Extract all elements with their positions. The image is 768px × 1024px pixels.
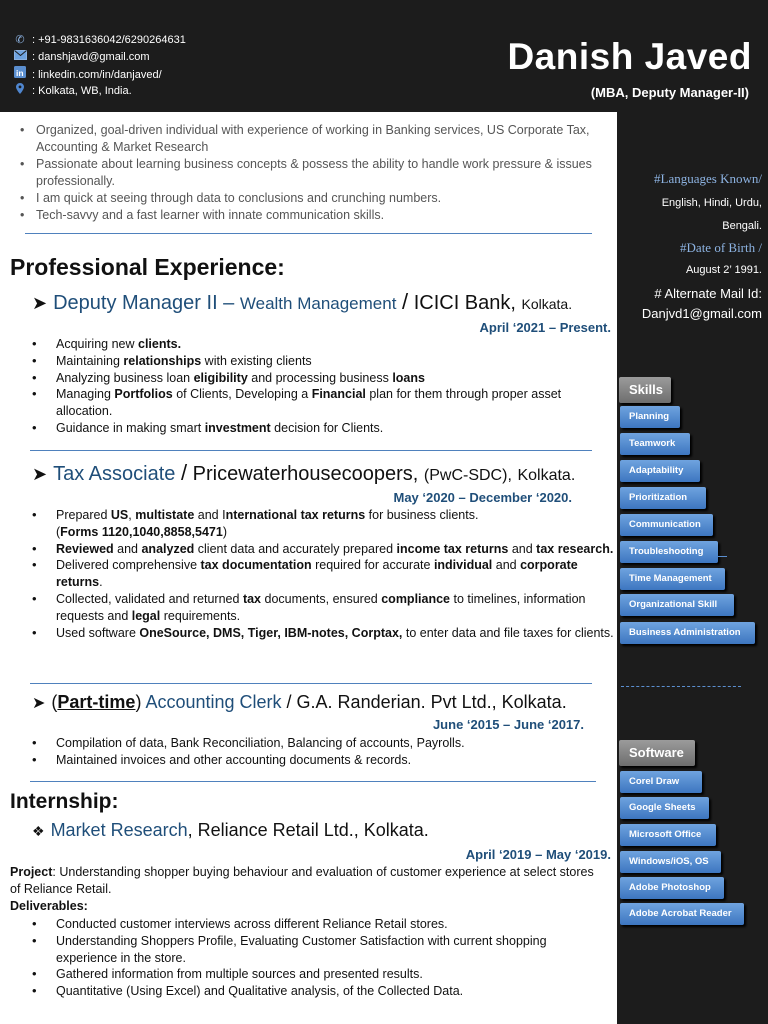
header-bar bbox=[0, 0, 768, 112]
divider-tick bbox=[718, 556, 727, 557]
job-date: April ‘2021 – Present. bbox=[479, 320, 611, 335]
job-title-randerian: ➤ (Part-time) Accounting Clerk / G.A. Randerian. Pvt Ltd., Kolkata. bbox=[32, 692, 567, 712]
linkedin-text[interactable]: : linkedin.com/in/danjaved/ bbox=[32, 69, 162, 81]
divider bbox=[30, 450, 592, 451]
deliverables-heading: Deliverables: bbox=[10, 899, 88, 913]
skill-item: Communication bbox=[620, 514, 713, 536]
skill-item: Time Management bbox=[620, 568, 725, 590]
list-item: • Prepared US, multistate and International tax returns for business clients. (Forms 1120,1040,8858,5471) bbox=[30, 507, 614, 541]
sidebar-divider bbox=[621, 686, 741, 687]
alt-mail-label: # Alternate Mail Id: bbox=[654, 286, 762, 301]
list-item: • Used software OneSource, DMS, Tiger, IBM-notes, Corptax, to enter data and file taxes for clients. bbox=[30, 625, 614, 642]
email-icon bbox=[12, 49, 28, 65]
diamond-bullet-icon: ❖ bbox=[32, 823, 45, 839]
job-title-icici: ➤ Deputy Manager II – Wealth Management / ICICI Bank, Kolkata. bbox=[32, 289, 573, 314]
list-item: • Quantitative (Using Excel) and Qualitative analysis, of the Collected Data. bbox=[30, 983, 605, 1000]
summary-item: • Tech-savvy and a fast learner with innate communication skills. bbox=[20, 207, 605, 224]
project-description: Project: Understanding shopper buying behaviour and evaluation of customer experience at select stores of Reliance Retail. bbox=[10, 865, 594, 896]
software-tab: Software bbox=[619, 740, 695, 766]
summary-list bbox=[20, 122, 605, 224]
summary-item: • Organized, goal-driven individual with experience of working in Banking services, US Corporate Tax, Accounting & Market Research bbox=[20, 122, 605, 156]
dob-value: August 2’ 1991. bbox=[685, 264, 762, 276]
job-title-pwc: ➤ Tax Associate / Pricewaterhousecoopers, (PwC-SDC), Kolkata. bbox=[32, 460, 576, 485]
location-pin-icon bbox=[12, 83, 28, 99]
internship-title: ❖ Market Research, Reliance Retail Ltd., Kolkata. bbox=[32, 820, 429, 840]
dob-heading: #Date of Birth / bbox=[680, 240, 762, 255]
list-item: • Guidance in making smart investment decision for Clients. bbox=[30, 420, 610, 437]
divider bbox=[25, 233, 592, 234]
internship-date: April ‘2019 – May ‘2019. bbox=[465, 847, 611, 862]
internship-heading: Internship: bbox=[10, 790, 119, 813]
location-text: : Kolkata, WB, India. bbox=[32, 85, 132, 97]
skill-item: Planning bbox=[620, 406, 680, 428]
arrow-bullet-icon: ➤ bbox=[32, 293, 48, 313]
location-line bbox=[12, 83, 132, 99]
list-item: • Maintaining relationships with existing clients bbox=[30, 353, 610, 370]
skill-item: Adaptability bbox=[620, 460, 700, 482]
languages-heading: #Languages Known/ bbox=[654, 171, 762, 186]
software-item: Corel Draw bbox=[620, 771, 702, 793]
list-item: • Conducted customer interviews across different Reliance Retail stores. bbox=[30, 916, 605, 933]
list-item: • Collected, validated and returned tax documents, ensured compliance to timelines, information requests and legal requirements. bbox=[30, 591, 614, 625]
languages-line-2: Bengali. bbox=[722, 220, 762, 232]
divider bbox=[30, 683, 592, 684]
arrow-bullet-icon: ➤ bbox=[32, 695, 46, 712]
phone-text: : +91-9831636042/6290264631 bbox=[32, 34, 186, 46]
svg-text:in: in bbox=[16, 68, 24, 78]
languages-line-1: English, Hindi, Urdu, bbox=[661, 197, 762, 209]
divider bbox=[30, 781, 596, 782]
list-item: • Acquiring new clients. bbox=[30, 336, 610, 353]
list-item: • Compilation of data, Bank Reconciliation, Balancing of accounts, Payrolls. bbox=[30, 735, 610, 752]
job-date: June ‘2015 – June ‘2017. bbox=[432, 717, 584, 732]
list-item: • Analyzing business loan eligibility and processing business loans bbox=[30, 370, 610, 387]
software-item: Adobe Acrobat Reader bbox=[620, 903, 744, 925]
software-item: Google Sheets bbox=[620, 797, 709, 819]
email-line bbox=[12, 49, 150, 65]
skill-item: Business Administration bbox=[620, 622, 755, 644]
skills-tab: Skills bbox=[619, 377, 671, 403]
summary-item: • Passionate about learning business concepts & possess the ability to handle work pressure & issues professionally. bbox=[20, 156, 605, 190]
skill-item: Troubleshooting bbox=[620, 541, 718, 563]
software-item: Adobe Photoshop bbox=[620, 877, 724, 899]
alt-mail-value[interactable]: Danjvd1@gmail.com bbox=[641, 306, 762, 321]
list-item: • Understanding Shoppers Profile, Evaluating Customer Satisfaction with current shopping experience in the store. bbox=[30, 933, 605, 967]
job-duties-randerian bbox=[30, 735, 610, 769]
candidate-name: Danish Javed bbox=[507, 36, 752, 77]
list-item: • Delivered comprehensive tax documentation required for accurate individual and corporate returns. bbox=[30, 557, 614, 591]
arrow-bullet-icon: ➤ bbox=[32, 464, 48, 484]
linkedin-line bbox=[12, 66, 162, 82]
list-item: • Reviewed and analyzed client data and accurately prepared income tax returns and tax research. bbox=[30, 541, 614, 558]
skill-item: Organizational Skill bbox=[620, 594, 734, 616]
job-date: May ‘2020 – December ‘2020. bbox=[393, 490, 572, 505]
linkedin-icon bbox=[12, 66, 28, 83]
skill-item: Teamwork bbox=[620, 433, 690, 455]
email-text[interactable]: : danshjavd@gmail.com bbox=[32, 51, 150, 63]
phone-line bbox=[12, 32, 186, 48]
list-item: • Gathered information from multiple sources and presented results. bbox=[30, 966, 605, 983]
job-duties-pwc bbox=[30, 507, 614, 641]
skill-item: Prioritization bbox=[620, 487, 706, 509]
list-item: • Managing Portfolios of Clients, Developing a Financial plan for them through proper asset allocation. bbox=[30, 386, 610, 420]
list-item: • Maintained invoices and other accounting documents & records. bbox=[30, 752, 610, 769]
phone-icon: ✆ bbox=[15, 34, 25, 46]
software-item: Microsoft Office bbox=[620, 824, 716, 846]
deliverables-list bbox=[30, 916, 605, 1000]
software-item: Windows/iOS, OS bbox=[620, 851, 721, 873]
candidate-subtitle: (MBA, Deputy Manager-II) bbox=[590, 85, 749, 100]
job-duties-icici bbox=[30, 336, 610, 437]
experience-heading: Professional Experience: bbox=[10, 254, 285, 280]
summary-item: • I am quick at seeing through data to conclusions and crunching numbers. bbox=[20, 190, 605, 207]
